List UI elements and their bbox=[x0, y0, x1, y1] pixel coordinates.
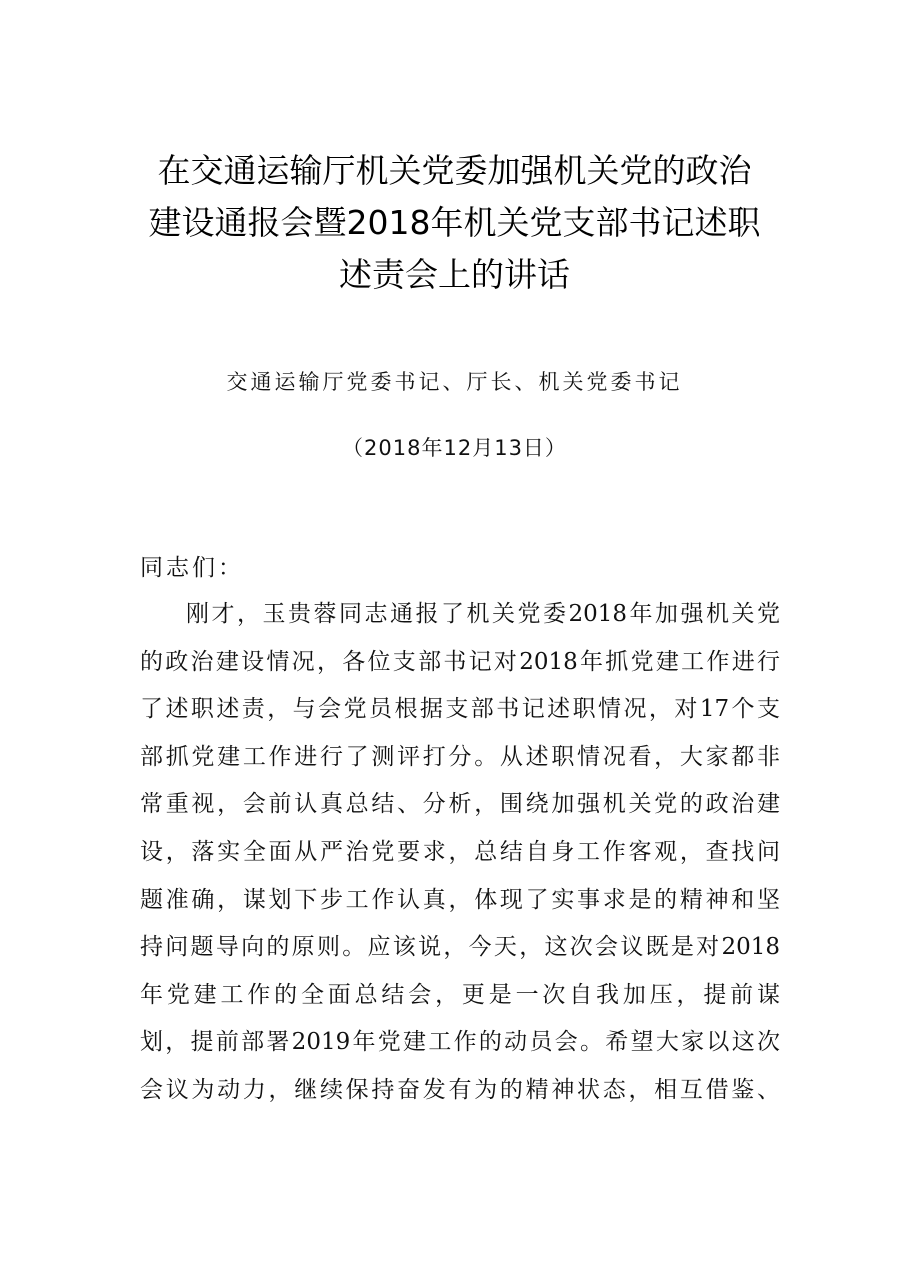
body-line-5: 常重视，会前认真总结、分析，围绕加强机关党的政治建 bbox=[140, 791, 780, 818]
body-line-1: 刚才，玉贵蓉同志通报了机关党委2018年加强机关党 bbox=[186, 601, 780, 627]
body-paragraph bbox=[140, 597, 780, 1121]
body-line-8: 持问题导向的原则。应该说，今天，这次会议既是对2018 bbox=[140, 934, 780, 961]
body-line-10: 划，提前部署2019年党建工作的动员会。希望大家以这次 bbox=[140, 1029, 780, 1056]
document-title bbox=[0, 145, 909, 301]
body-line-6: 设，落实全面从严治党要求，总结自身工作客观，查找问 bbox=[140, 838, 780, 865]
body-line-2: 的政治建设情况，各位支部书记对2018年抓党建工作进行 bbox=[140, 648, 780, 675]
body-line-9: 年党建工作的全面总结会，更是一次自我加压，提前谋 bbox=[140, 981, 780, 1008]
greeting: 同志们： bbox=[140, 555, 244, 581]
title-line-2: 建设通报会暨2018年机关党支部书记述职 bbox=[148, 203, 761, 242]
body-line-4: 部抓党建工作进行了测评打分。从述职情况看，大家都非 bbox=[140, 743, 780, 770]
body-line-7: 题准确，谋划下步工作认真，体现了实事求是的精神和坚 bbox=[140, 886, 780, 913]
title-line-3: 述责会上的讲话 bbox=[339, 255, 570, 294]
body-line-11: 会议为动力，继续保持奋发有为的精神状态，相互借鉴、 bbox=[140, 1076, 780, 1103]
speech-date: （2018年12月13日） bbox=[342, 436, 567, 460]
body-line-3: 了述职述责，与会党员根据支部书记述职情况，对17个支 bbox=[140, 696, 780, 723]
speaker-byline: 交通运输厅党委书记、厅长、机关党委书记 bbox=[226, 370, 683, 394]
title-line-1: 在交通运输厅机关党委加强机关党的政治 bbox=[157, 151, 752, 190]
